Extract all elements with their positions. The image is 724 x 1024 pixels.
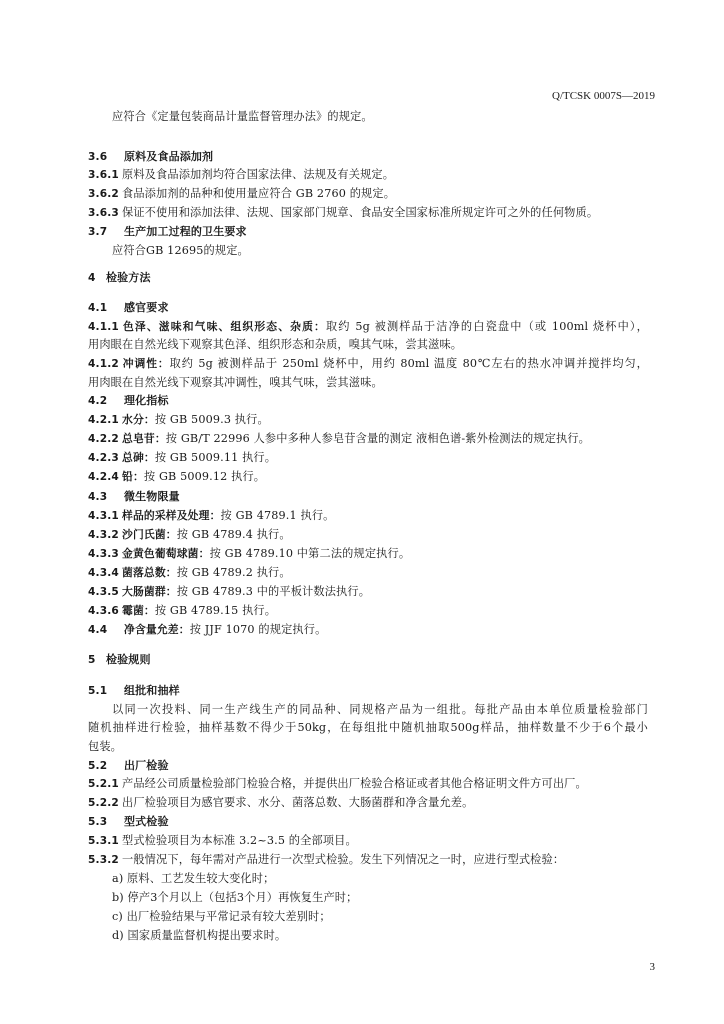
section-title: 组批和抽样 (124, 684, 180, 697)
clause-4-2-3 (88, 451, 276, 465)
clause-label: 色泽、滋味和气味、组织形态、杂质： (122, 320, 326, 333)
clause-number: 4.3.2 (88, 529, 119, 541)
standard-code-header: Q/TCSK 0007S—2019 (552, 90, 655, 102)
clause-number: 4.2.2 (88, 433, 119, 445)
clause-number: 3.6.2 (88, 188, 119, 200)
clause-3-6-3 (88, 206, 598, 220)
clause-3-6-1 (88, 168, 394, 182)
clause-5-3-1 (88, 834, 357, 848)
section-title: 原料及食品添加剂 (124, 150, 214, 163)
clause-number: 4.3.4 (88, 567, 119, 579)
clause-number: 5.3.2 (88, 854, 119, 866)
clause-label: 沙门氏菌： (122, 528, 177, 541)
clause-4-1-1 (88, 320, 648, 334)
paragraph-line: 用肉眼在自然光线下观察其冲调性，嗅其气味，尝其滋味。 (88, 376, 383, 389)
clause-4-3-5 (88, 585, 370, 599)
clause-text: 按 GB/T 22996 人参中多种人参皂苷含量的测定 液相色谱-紫外检测法的规定执行。 (165, 432, 591, 445)
clause-number: 4.2.1 (88, 414, 119, 426)
clause-number: 5.3.1 (88, 835, 119, 847)
paragraph-line: 应符合《定量包装商品计量监督管理办法》的规定。 (112, 110, 373, 123)
chapter-number: 5 (88, 654, 96, 666)
section-number: 3.7 (88, 226, 108, 238)
clause-number: 4.1.1 (88, 321, 119, 333)
clause-text: 型式检验项目为本标准 3.2~3.5 的全部项目。 (122, 834, 357, 847)
clause-3-6-2 (88, 187, 395, 201)
section-3-7-heading (88, 225, 247, 239)
clause-5-2-1 (88, 777, 587, 791)
clause-4-2-2 (88, 432, 590, 446)
list-item: c) 出厂检验结果与平常记录有较大差别时； (112, 910, 331, 923)
paragraph-line: 应符合GB 12695的规定。 (112, 244, 249, 257)
clause-label: 菌落总数： (122, 566, 177, 579)
clause-text: 保证不使用和添加法律、法规、国家部门规章、食品安全国家标准所规定许可之外的任何物质。 (122, 206, 599, 219)
clause-4-3-2 (88, 528, 291, 542)
clause-text: 食品添加剂的品种和使用量应符合 GB 2760 的规定。 (122, 187, 396, 200)
section-title: 出厂检验 (124, 759, 169, 772)
list-item: b) 停产3个月以上（包括3个月）再恢复生产时； (112, 891, 358, 904)
clause-text: 一般情况下，每年需对产品进行一次型式检验。发生下列情况之一时，应进行型式检验： (122, 853, 565, 866)
paragraph-line: 以同一次投料、同一生产线生产的同品种、同规格产品为一组批。每批产品由本单位质量检验部门 (112, 703, 648, 716)
clause-number: 5.2.2 (88, 797, 119, 809)
clause-4-3-3 (88, 547, 410, 561)
section-3-6-heading (88, 150, 213, 164)
list-item: d) 国家质量监督机构提出要求时。 (112, 929, 287, 942)
clause-number: 4.2.3 (88, 452, 119, 464)
clause-4-1-2 (88, 357, 648, 371)
paragraph-line: 随机抽样进行检验，抽样基数不得少于50kg，在每组批中随机抽取500g样品，抽样数量不少于6个最小 (88, 721, 648, 734)
clause-number: 3.6.3 (88, 207, 119, 219)
clause-4-3-1 (88, 509, 335, 523)
clause-4-3-4 (88, 566, 291, 580)
chapter-title: 检验方法 (106, 271, 151, 284)
chapter-title: 检验规则 (106, 653, 151, 666)
clause-4-2-1 (88, 413, 269, 427)
clause-number: 3.6.1 (88, 169, 119, 181)
clause-label: 铅： (122, 470, 144, 483)
clause-number: 4.3.3 (88, 548, 119, 560)
section-number: 5.3 (88, 816, 108, 828)
section-title: 型式检验 (124, 815, 169, 828)
section-number: 5.2 (88, 760, 108, 772)
clause-label: 样品的采样及处理： (122, 509, 221, 522)
section-number: 4.1 (88, 302, 108, 314)
section-4-2-heading (88, 394, 169, 408)
section-number: 3.6 (88, 151, 108, 163)
clause-number: 4.2.4 (88, 471, 119, 483)
section-4-3-heading (88, 490, 180, 504)
clause-label: 总砷： (122, 451, 155, 464)
section-5-1-heading (88, 684, 180, 698)
clause-text: 按 GB 5009.12 执行。 (143, 470, 266, 483)
clause-text: 按 GB 5009.3 执行。 (154, 413, 269, 426)
section-title: 感官要求 (124, 301, 169, 314)
clause-number: 4.1.2 (88, 358, 119, 370)
section-number: 4.3 (88, 491, 108, 503)
clause-text: 按 GB 4789.15 执行。 (154, 604, 277, 617)
clause-text: 按 GB 4789.10 中第二法的规定执行。 (209, 547, 411, 560)
paragraph-line: 包装。 (88, 740, 123, 753)
section-label: 净含量允差： (124, 623, 190, 636)
clause-number: 4.3.5 (88, 586, 119, 598)
clause-text: 按 GB 5009.11 执行。 (154, 451, 277, 464)
clause-text: 取约 5g 被测样品于 250ml 烧杯中，用约 80ml 温度 80℃左右的热水冲调并搅拌均匀， (169, 357, 648, 370)
section-number: 4.4 (88, 624, 108, 636)
clause-text: 按 GB 4789.3 中的平板计数法执行。 (176, 585, 371, 598)
clause-text: 原料及食品添加剂均符合国家法律、法规及有关规定。 (122, 168, 395, 181)
clause-label: 霉菌： (122, 604, 155, 617)
clause-text: 按 GB 4789.2 执行。 (176, 566, 291, 579)
chapter-number: 4 (88, 272, 96, 284)
section-4-4 (88, 623, 326, 637)
clause-label: 大肠菌群： (122, 585, 177, 598)
clause-label: 冲调性： (122, 357, 170, 370)
clause-text: 产品经公司质量检验部门检验合格，并提供出厂检验合格证或者其他合格证明文件方可出厂。 (122, 777, 587, 790)
section-4-1-heading (88, 301, 169, 315)
clause-label: 水分： (122, 413, 155, 426)
section-5-3-heading (88, 815, 169, 829)
clause-number: 4.3.1 (88, 510, 119, 522)
clause-4-2-4 (88, 470, 265, 484)
clause-4-3-6 (88, 604, 276, 618)
clause-text: 按 GB 4789.4 执行。 (176, 528, 291, 541)
clause-number: 4.3.6 (88, 605, 119, 617)
chapter-5-heading (88, 653, 151, 667)
section-5-2-heading (88, 759, 169, 773)
clause-number: 5.2.1 (88, 778, 119, 790)
clause-label: 总皂苷： (122, 432, 166, 445)
page-number: 3 (649, 961, 655, 973)
clause-label: 金黄色葡萄球菌： (122, 547, 210, 560)
list-item: a) 原料、工艺发生较大变化时； (112, 872, 275, 885)
clause-5-3-2 (88, 853, 564, 867)
chapter-4-heading (88, 271, 151, 285)
clause-text: 出厂检验项目为感官要求、水分、菌落总数、大肠菌群和净含量允差。 (122, 796, 474, 809)
section-title: 理化指标 (124, 394, 169, 407)
clause-text: 取约 5g 被测样品于洁净的白瓷盘中（或 100ml 烧杯中）， (325, 320, 648, 333)
section-number: 4.2 (88, 395, 108, 407)
section-title: 生产加工过程的卫生要求 (124, 225, 247, 238)
clause-5-2-2 (88, 796, 473, 810)
section-title: 微生物限量 (124, 490, 180, 503)
clause-text: 按 GB 4789.1 执行。 (220, 509, 335, 522)
section-text: 按 JJF 1070 的规定执行。 (189, 623, 327, 636)
section-number: 5.1 (88, 685, 108, 697)
paragraph-line: 用肉眼在自然光线下观察其色泽、组织形态和杂质，嗅其气味，尝其滋味。 (88, 338, 463, 351)
